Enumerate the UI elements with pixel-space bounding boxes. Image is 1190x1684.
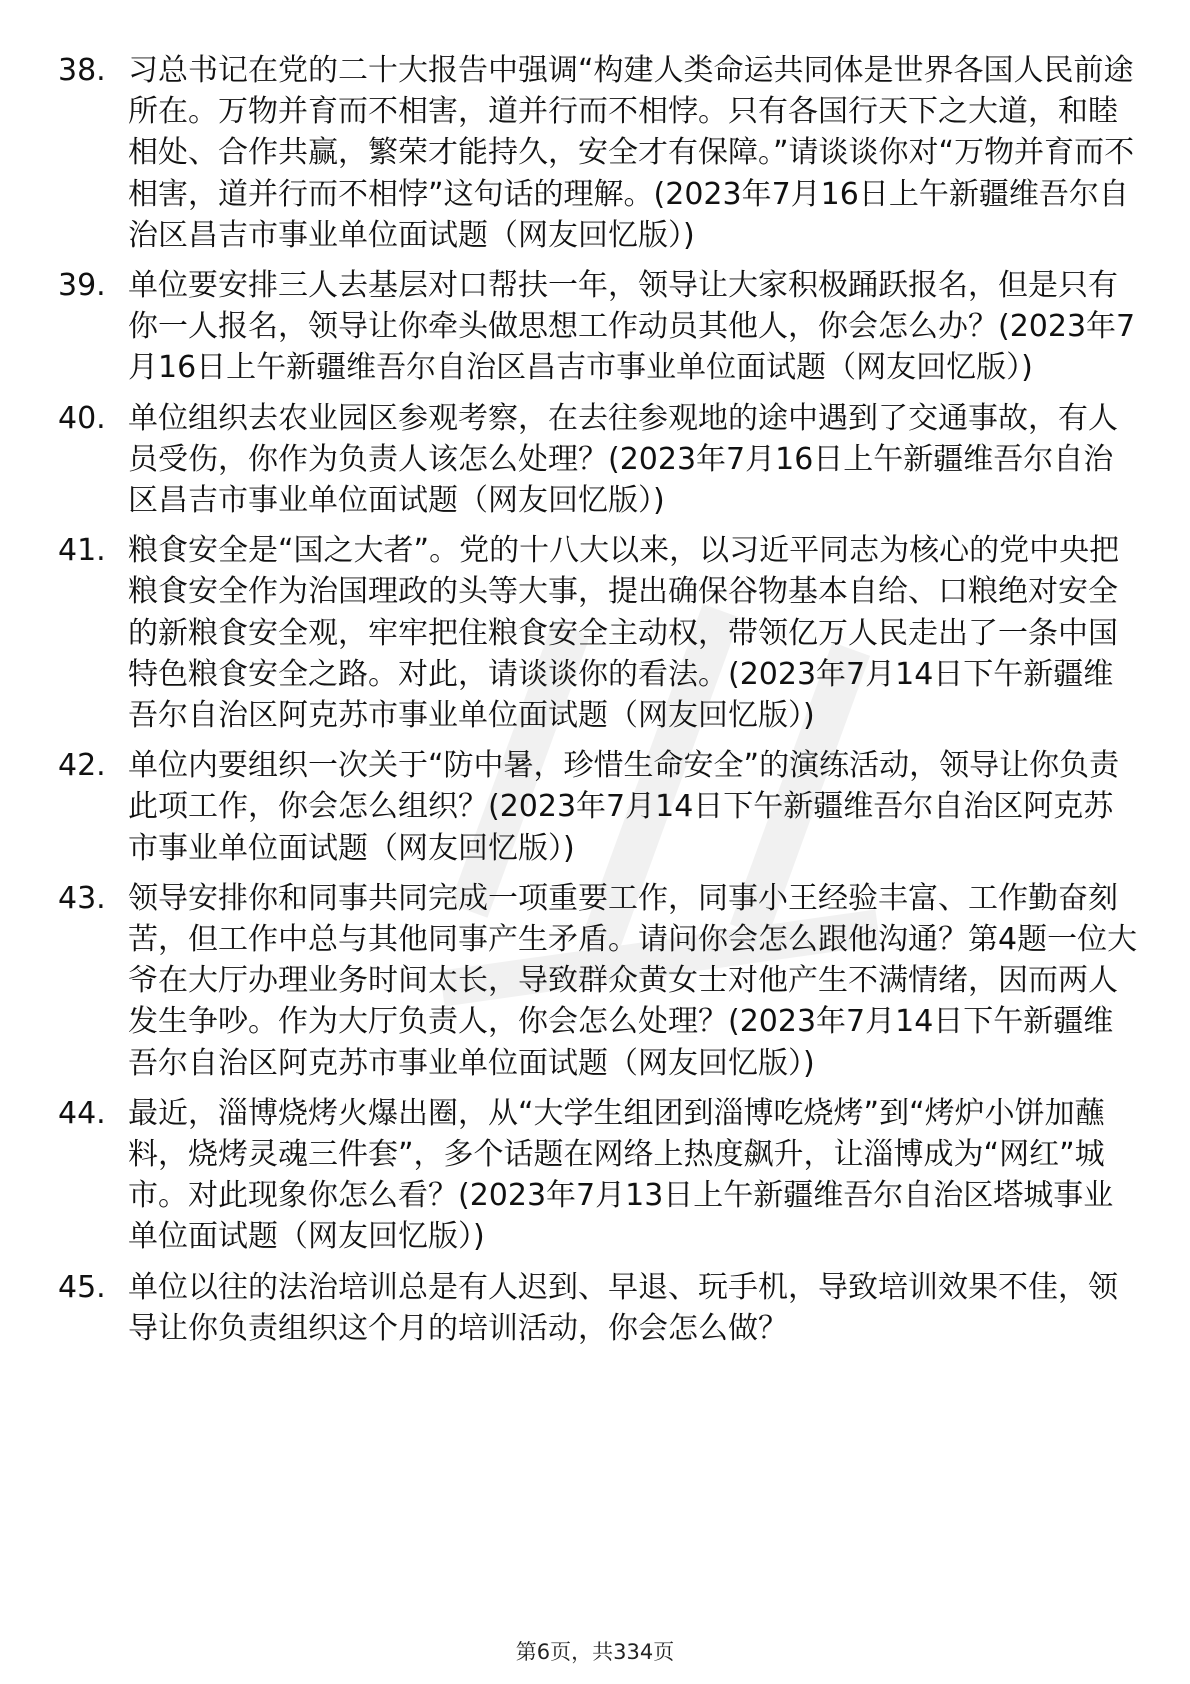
question-number: 44.: [58, 1095, 106, 1131]
question-text: 单位以往的法治培训总是有人迟到、早退、玩手机，导致培训效果不佳，领导让你负责组织这个月的培训活动，你会怎么做？: [128, 1269, 1118, 1346]
question-text: 最近，淄博烧烤火爆出圈，从“大学生组团到淄博吃烧烤”到“烤炉小饼加蘸料，烧烤灵魂三件套”，多个话题在网络上热度飙升，让淄博成为“网红”城市。对此现象你怎么看？(2023年7月13日上午新疆维吾尔自治区塔城事业单位面试题（网友回忆版）): [128, 1095, 1114, 1255]
question-text: 单位内要组织一次关于“防中暑，珍惜生命安全”的演练活动，领导让你负责此项工作，你会怎么组织？(2023年7月14日下午新疆维吾尔自治区阿克苏市事业单位面试题（网友回忆版）): [128, 748, 1120, 866]
question-number: 41.: [58, 533, 106, 569]
question-text: 单位要安排三人去基层对口帮扶一年，领导让大家积极踊跃报名，但是只有你一人报名，领导让你牵头做思想工作动员其他人，你会怎么办？(2023年7月16日上午新疆维吾尔自治区昌吉市事业单位面试题（网友回忆版）): [128, 268, 1136, 386]
question-item: [58, 1093, 1138, 1258]
question-number: 39.: [58, 268, 106, 304]
question-item: [58, 265, 1138, 389]
question-number: 45.: [58, 1269, 106, 1305]
question-item: [58, 1267, 1138, 1349]
question-item: [58, 530, 1138, 736]
question-text: 习总书记在党的二十大报告中强调“构建人类命运共同体是世界各国人民前途所在。万物并育而不相害，道并行而不相悖。只有各国行天下之大道，和睦相处、合作共赢，繁荣才能持久，安全才有保障。”请谈谈你对“万物并育而不相害，道并行而不相悖”这句话的理解。(2023年7月16日上午新疆维吾尔自治区昌吉市事业单位面试题（网友回忆版）): [128, 53, 1135, 253]
question-item: [58, 878, 1138, 1084]
question-list: [58, 50, 1138, 1358]
question-item: [58, 745, 1138, 869]
question-number: 40.: [58, 400, 106, 436]
question-number: 43.: [58, 880, 106, 916]
question-text: 粮食安全是“国之大者”。党的十八大以来，以习近平同志为核心的党中央把粮食安全作为治国理政的头等大事，提出确保谷物基本自给、口粮绝对安全的新粮食安全观，牢牢把住粮食安全主动权，带领亿万人民走出了一条中国特色粮食安全之路。对此，请谈谈你的看法。(2023年7月14日下午新疆维吾尔自治区阿克苏市事业单位面试题（网友回忆版）): [128, 533, 1120, 734]
question-item: [58, 50, 1138, 256]
page-footer: 第6页，共334页: [515, 1640, 675, 1664]
question-item: [58, 398, 1138, 522]
question-number: 42.: [58, 748, 106, 784]
question-text: 领导安排你和同事共同完成一项重要工作，同事小王经验丰富、工作勤奋刻苦，但工作中总与其他同事产生矛盾。请问你会怎么跟他沟通？第4题一位大爷在大厅办理业务时间太长，导致群众黄女士对他产生不满情绪，因而两人发生争吵。作为大厅负责人，你会怎么处理？(2023年7月14日下午新疆维吾尔自治区阿克苏市事业单位面试题（网友回忆版）): [128, 880, 1138, 1081]
question-text: 单位组织去农业园区参观考察，在去往参观地的途中遇到了交通事故，有人员受伤，你作为负责人该怎么处理？(2023年7月16日上午新疆维吾尔自治区昌吉市事业单位面试题（网友回忆版）): [128, 400, 1118, 519]
question-number: 38.: [58, 53, 106, 88]
